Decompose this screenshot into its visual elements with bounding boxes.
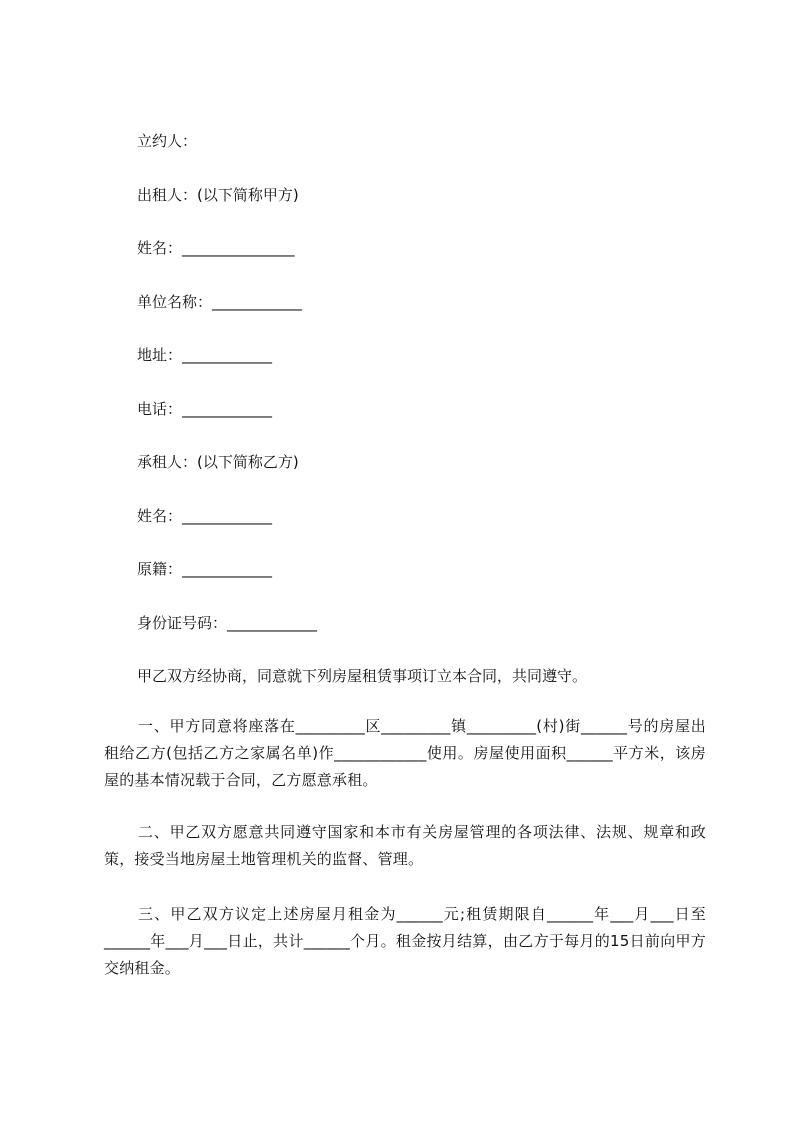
clause-1: 一、甲方同意将座落在_________区_________镇_________(村)街______号的房屋出租给乙方(包括乙方之家属名单)作____________使用。房屋使用面积______平方米，该房屋的基本情况载于合同，乙方愿意承租。	[104, 717, 706, 789]
lessor-header: 出租人：(以下简称甲方)	[137, 186, 299, 204]
lessor-name-field: 姓名：_______________	[137, 239, 295, 257]
lessee-id-field: 身份证号码：____________	[137, 614, 318, 632]
clause-2: 二、甲乙双方愿意共同遵守国家和本市有关房屋管理的各项法律、法规、规章和政策，接受当地房屋土地管理机关的监督、管理。	[104, 823, 706, 868]
lessor-unit-field: 单位名称：____________	[137, 293, 303, 311]
clause-3: 三、甲乙双方议定上述房屋月租金为______元;租赁期限自______年___月___日至______年___月___日止，共计______个月。租金按月结算，由乙方于每月的15日前向甲方交纳租金。	[104, 905, 706, 977]
li-yue-ren-label: 立约人：	[137, 132, 198, 150]
lessor-address-field: 地址：____________	[137, 346, 273, 364]
lessee-name-field: 姓名：____________	[137, 507, 273, 525]
lessee-origin-field: 原籍：____________	[137, 560, 273, 578]
lessee-header: 承租人：(以下简称乙方)	[137, 453, 299, 471]
contract-intro: 甲乙双方经协商，同意就下列房屋租赁事项订立本合同，共同遵守。	[137, 667, 588, 685]
lessor-phone-field: 电话：____________	[137, 400, 273, 418]
